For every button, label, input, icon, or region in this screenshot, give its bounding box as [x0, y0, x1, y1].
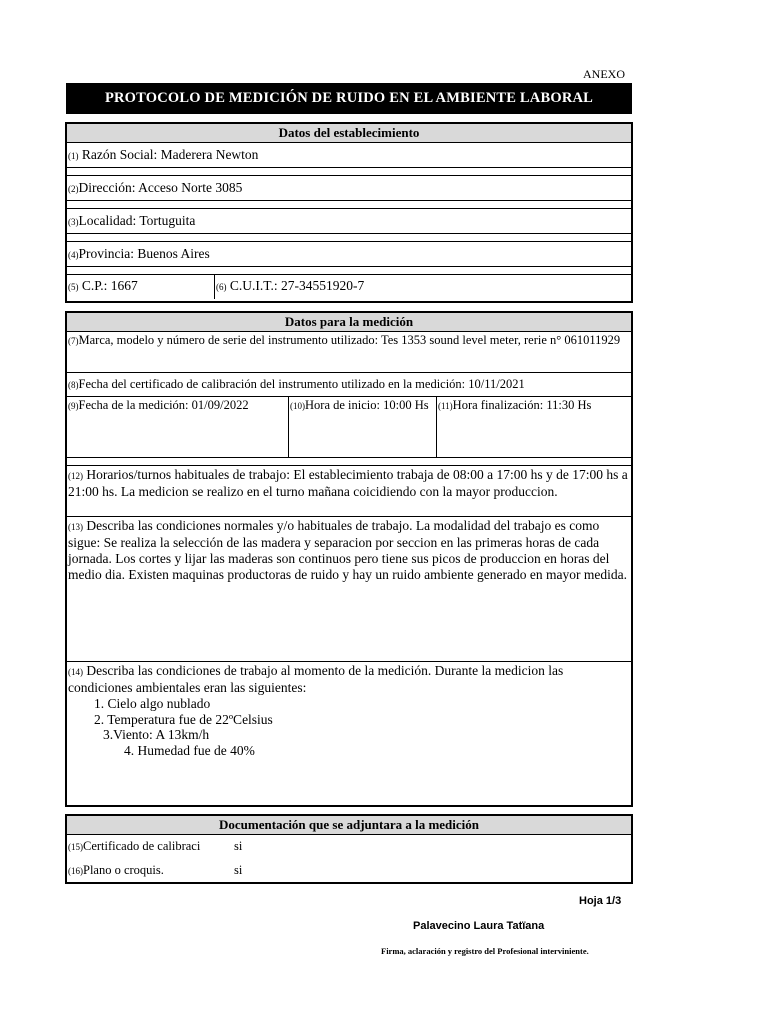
- field-number: (12): [68, 471, 83, 481]
- establishment-heading: Datos del establecimiento: [67, 124, 631, 143]
- list-item: 2. Temperatura fue de 22ºCelsius: [94, 711, 273, 727]
- cp-cuit-row: [67, 275, 631, 299]
- end-time-field: [437, 397, 631, 457]
- certificate-value: si: [234, 839, 243, 853]
- calibration-date-text: Fecha del certificado de calibración del instrumento utilizado en la medición: 10/11/2021: [78, 377, 525, 391]
- measurement-times-row: [67, 397, 631, 458]
- cuit-text: C.U.I.T.: 27-34551920-7: [226, 278, 365, 293]
- calibration-date-field: [67, 373, 631, 397]
- measurement-heading: Datos para la medición: [67, 313, 631, 332]
- field-number: (1): [68, 151, 79, 161]
- start-time-text: Hora de inicio: 10:00 Hs: [305, 398, 429, 412]
- localidad-text: Localidad: Tortuguita: [78, 213, 196, 228]
- field-number: (5): [68, 282, 79, 292]
- field-number: (7): [68, 336, 79, 346]
- localidad-field: [67, 209, 631, 234]
- field-number: (4): [68, 250, 79, 260]
- spacer-row: [67, 458, 631, 466]
- conditions-list: [67, 696, 631, 758]
- instrument-text: Marca, modelo y número de serie del instrumento utilizado: Tes 1353 sound level meter, rerie n° 061011929: [78, 333, 621, 347]
- field-number: (10): [290, 401, 305, 411]
- list-item: 4. Humedad fue de 40%: [124, 742, 255, 758]
- plan-value: si: [234, 863, 243, 877]
- work-schedule-field: [67, 466, 631, 517]
- measurement-date-field: [67, 397, 289, 457]
- normal-conditions-text: Describa las condiciones normales y/o habituales de trabajo. La modalidad del trabajo es como sigue: Se realiza la selección de las madera y separacion por seccion en las primeras horas de cada jornada. Los cortes y lijar las maderas son continuos pero tiene sus picos de produccion en horas del medio dia. Existen maquinas productoras de ruido y hay un ruido ambiente generado en mayor medida.: [68, 518, 627, 582]
- razon-social-text: Razón Social: Maderera Newton: [78, 147, 259, 162]
- provincia-text: Provincia: Buenos Aires: [78, 246, 210, 261]
- instrument-field: [67, 332, 631, 373]
- spacer-row: [67, 234, 631, 242]
- page-number: Hoja 1/3: [579, 895, 622, 907]
- cuit-field: [215, 275, 631, 299]
- measurement-date-text: Fecha de la medición: 01/09/2022: [78, 398, 249, 412]
- field-number: (9): [68, 401, 79, 411]
- establishment-section: [65, 122, 633, 303]
- cp-field: [67, 275, 215, 299]
- field-number: (2): [68, 184, 79, 194]
- spacer-row: [67, 267, 631, 275]
- field-number: (6): [216, 282, 227, 292]
- end-time-text: Hora finalización: 11:30 Hs: [452, 398, 592, 412]
- field-number: (15): [68, 842, 83, 852]
- professional-name: Palavecino Laura Tatïana: [413, 920, 545, 932]
- measurement-conditions-field: [67, 662, 631, 806]
- normal-conditions-field: [67, 517, 631, 662]
- documentation-section: [65, 814, 633, 884]
- plan-label: Plano o croquis.: [83, 863, 164, 877]
- signature-caption: Firma, aclaración y registro del Profesional interviniente.: [381, 946, 589, 956]
- document-title: PROTOCOLO DE MEDICIÓN DE RUIDO EN EL AMBIENTE LABORAL: [66, 83, 632, 114]
- plan-row: [67, 859, 631, 883]
- certificate-row: [67, 835, 631, 859]
- field-number: (14): [68, 667, 83, 677]
- direccion-field: [67, 176, 631, 201]
- razon-social-field: [67, 143, 631, 168]
- work-schedule-text: Horarios/turnos habituales de trabajo: El establecimiento trabaja de 08:00 a 17:00 hs y de 17:00 hs a 21:00 hs. La medicion se realizo en el turno mañana coicidiendo con la mayor produccion.: [68, 467, 628, 499]
- field-number: (16): [68, 866, 83, 876]
- provincia-field: [67, 242, 631, 267]
- start-time-field: [289, 397, 437, 457]
- list-item: 3.Viento: A 13km/h: [103, 727, 210, 742]
- spacer-row: [67, 201, 631, 209]
- field-number: (3): [68, 217, 79, 227]
- list-item: 1. Cielo algo nublado: [94, 696, 211, 711]
- direccion-text: Dirección: Acceso Norte 3085: [78, 180, 243, 195]
- certificate-label: Certificado de calibraci: [83, 839, 201, 853]
- documentation-heading: Documentación que se adjuntara a la medición: [67, 816, 631, 835]
- cp-text: C.P.: 1667: [78, 278, 138, 293]
- measurement-conditions-text: Describa las condiciones de trabajo al momento de la medición. Durante la medicion las condiciones ambientales eran las siguientes:: [68, 663, 564, 695]
- spacer-row: [67, 168, 631, 176]
- field-number: (13): [68, 522, 83, 532]
- field-number: (11): [438, 401, 453, 411]
- measurement-section: [65, 311, 633, 807]
- annex-label: ANEXO: [583, 67, 625, 81]
- field-number: (8): [68, 380, 79, 390]
